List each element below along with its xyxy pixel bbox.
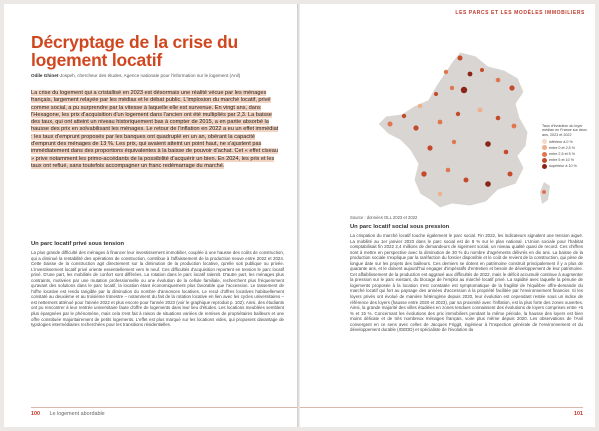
author-byline: [31, 73, 281, 78]
legend-item: inférieur à 0 %: [542, 139, 590, 144]
intro-text: La crise du logement qui a cristallisé en 2023 est désormais une réalité vécue par les ménages français, largement relayée par les médias et le débat public. L'implosion du marché locatif, privé comme social, a pu surprendre par la vitesse à laquelle elle est survenue. En vingt ans, dans l'Hexagone, les prix d'acquisition d'un logement dans l'ancien ont été multipliés par 2,3. La baisse des taux, qui ont atteint un niveau historiquement bas à compter de 2015, a en partie absorbé la hausse des prix en solvabilisant les ménages. Le retour de l'inflation en 2022 a eu un effet immédiat : les taux d'emprunt proposés par les banques ont quadruplé en un an, obérant la capacité d'emprunt des ménages de 13 %. Les prix, qui avaient atteint un point haut, ne s'ajustent pas immédiatement dans des proportions équivalentes à la baisse de pouvoir d'achat. Cet « effet ciseau » prive notamment les primo-accédants de la possibilité d'acquérir un bien. En 2024, les prix et les taux ont reflué, sans toutefois accompagner un franc redémarrage du marché.: [31, 90, 279, 169]
author-affiliation: -Jospeh, chercheur des études, Agence nationale pour l'information sur le logement (Anil): [58, 73, 241, 78]
author-name: Odile Ghinet: [31, 73, 59, 78]
legend-swatch: [542, 158, 547, 163]
article-title: Décryptage de la crise du logement locatif: [31, 32, 239, 70]
page-number-left: 100: [31, 411, 40, 417]
legend-swatch: [542, 139, 547, 144]
legend-swatch: [542, 145, 547, 150]
city-marker: [458, 56, 463, 61]
city-marker: [485, 141, 491, 147]
city-marker: [496, 116, 501, 121]
city-marker: [542, 190, 546, 194]
city-marker: [452, 140, 456, 144]
city-marker: [508, 172, 513, 177]
footer-rule: [31, 407, 297, 408]
legend-item: supérieur à 10 %: [542, 164, 590, 169]
legend-item: entre 0 et 2,5 %: [542, 145, 590, 150]
city-marker: [446, 168, 451, 173]
city-marker: [464, 178, 469, 183]
city-marker: [438, 192, 442, 196]
legend-swatch: [542, 164, 547, 169]
city-marker: [438, 120, 443, 125]
map-legend: [542, 124, 590, 170]
city-marker: [512, 124, 517, 129]
city-marker: [421, 171, 426, 176]
legend-title: Taux d'évolution du loyer médian en France sur deux ans, 2023 et 2022: [542, 124, 587, 137]
city-marker: [402, 114, 406, 118]
city-marker: [504, 150, 509, 155]
footer-section-name: Le logement abordable: [49, 411, 105, 417]
footer-rule: [300, 407, 583, 408]
city-marker: [450, 86, 454, 90]
section-body-social: La crispation du marché locatif touche également le parc social. Fin 2022, les indicateurs signalent une tension aiguë. La mobilité au 1er janvier 2023 dans le parc social est de 8 % sur le plan national. L'Union sociale pour l'habitat comptabilisait fin 2022 2,4 millions de demandeurs de logement social, un niveau qualité quasi de record. Ces chiffres sont à mettre en perspective avec la diminution de 30 % du nombre d'agréments délivrés en dix ans. La baisse de la production sociale s'explique par la raréfaction du foncier disponible et le coût de revient de la construction, qui pèse de longue date sur les projets des bailleurs. Ces derniers se dotent en patrimoine construit principalement il y a plus de quarante ans, et le doivent aujourd'hui engager d'impératifs d'entretien et besoin de développement de leur patrimoine. Cet affaiblissement de la production est aggravé aux difficultés de 2022, mais le déficit accumulé continue à augmenter la pression sur le parc existant, du blocage de l'emploi au marché locatif privé. La rapidité avec laquelle la pénurie de logements proposée à la location s'est constatée est symptomatique de la fragilité de l'équilibre offre-demande du marché locatif qui fort au paysage des années d'accession à la propriété facilitée par l'environnement financier. Si les loyers privés ont évolué de manière hétérogène depuis 2020, leur évolution est cependant restée sous un indice de référence des loyers (hausse entre 2020 et 2023), par sa proximité avec l'inflation, est la plus forte des zones ouvertes. Ainsi, la grande majorité des villes étudiées en zones tendues connaissent des évolutions de loyers comprises entre +5 % et 15 %. Concernant les évolutions des prix immobiliers pendant la même période, la hausse des loyers est bien moins délicate et de très nombreux ménages français, voire plus même depuis 2020. Les observations de l'Anil convergent en ce sens avec celles de Jacques Friggit, ingénieur à l'Inspection générale de l'environnement et du développement durable (IGEDD) et spécialiste de l'évolution du: [350, 233, 583, 333]
city-marker: [418, 104, 423, 109]
city-marker: [480, 68, 484, 72]
map-source: Source : données OLL 2023 et 2022: [350, 215, 418, 220]
city-marker: [388, 122, 393, 127]
left-page: [4, 4, 297, 427]
city-marker: [456, 112, 460, 116]
intro-paragraph: [31, 90, 281, 170]
section-body-private: La plus grande difficulté des ménages à financer leur investissement immobilier, couplée à une hausse des coûts de construction, qui a diminué la rentabilité des opérations de construction, contribue à l'affaissement de la production neuve entre 2022 et 2024. Cette baisse de la construction agit directement sur la diminution de la production locative, qu'elle soit publique ou privée. L'investissement locatif privé oriente essentiellement vers le neuf. Ces difficultés d'acquisition reportent en tension le parc locatif privé. D'une part, les mobilités de confort sont différées. La rotation dans le parc locatif ralentit. D'autre part, les ménages plus contraints, motivées par une mutation professionnelle ou une évolution de la cellule familiale, recherchent plus fréquemment qu'avant des solutions dans le parc locatif, la location étant économiquement plus favorable que l'accession. Le tassement de l'offre locative est rendu tangible par la diminution du nombre d'annonces locatives. Le recul d'offres locatives habituellement constaté au deuxième et au troisième trimestre – notamment du fait de la rotation locative en lien avec les cycles universitaires – est nettement atténué pour l'année 2022 et plus encore pour l'année 2023 (voir le graphique reproduit p. 102). Ainsi, des étudiants ont pu rencontrer à leur rentrée universitaire faute d'offre de logements dans leur lieu d'études. Les locations meublées semblent plus épargnées par le phénomène, mais cela s'est fait à raison de situations variées de remises de propriétaires bailleurs et une offre constituée majoritairement de petits logements. L'effet est plus marqué sur les locations vides, qui proposent davantage de typologies intermédiaires recherchées pour les transitions résidentielles.: [31, 250, 284, 328]
city-marker: [413, 125, 418, 130]
city-marker: [468, 72, 473, 77]
france-map: [348, 44, 568, 214]
city-marker: [461, 87, 467, 93]
city-marker: [509, 85, 514, 90]
page-number-right: 101: [574, 411, 583, 417]
footer-left: [31, 411, 105, 417]
city-marker: [478, 108, 483, 113]
section-heading-private: Un parc locatif privé sous tension: [31, 241, 125, 247]
city-marker: [496, 78, 501, 83]
legend-item: entre 5 et 10 %: [542, 158, 590, 163]
city-marker: [485, 181, 491, 187]
city-marker: [434, 92, 438, 96]
section-heading-social: Un parc locatif social sous pression: [350, 224, 450, 230]
france-outline: [378, 52, 528, 208]
right-page: [300, 4, 595, 427]
city-marker: [427, 145, 432, 150]
running-header: LES PARCS ET LES MODÈLES IMMOBILIERS: [455, 10, 585, 16]
city-marker: [444, 70, 448, 74]
legend-item: entre 2,5 et 5 %: [542, 152, 590, 157]
legend-swatch: [542, 152, 547, 157]
